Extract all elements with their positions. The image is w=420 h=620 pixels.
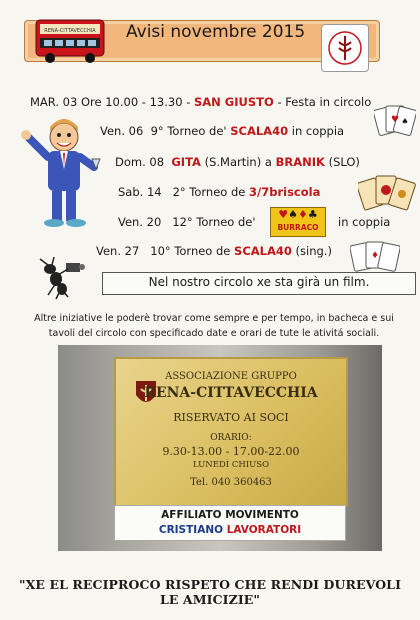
event-date: Ven. 27 <box>96 244 140 258</box>
bus-icon <box>34 16 106 64</box>
event-line-5 <box>118 215 256 229</box>
burraco-logo-text: BURRACO <box>277 223 319 232</box>
plaque-line-5: 9.30-13.00 - 17.00-22.00 <box>162 445 300 458</box>
event-date: Ven. 20 <box>118 215 162 229</box>
brass-plaque <box>114 357 348 507</box>
event-date: Sab. 14 <box>118 185 162 199</box>
affiliation-plate <box>114 505 346 541</box>
event-game: SCALA40 <box>230 124 289 138</box>
event-number: 12° <box>172 215 193 229</box>
event-date: MAR. 03 Ore 10.00 - 13.30 - <box>30 95 191 109</box>
event-gita: GITA <box>171 155 201 169</box>
event-date: Ven. 06 <box>100 124 144 138</box>
plaque-line-4: ORARIO: <box>210 433 252 443</box>
event-place: BRANIK <box>275 155 325 169</box>
event-number: 10° <box>150 244 171 258</box>
club-logo <box>321 24 369 72</box>
affiliation-word-2: LAVORATORI <box>226 524 302 536</box>
svg-text:♦: ♦ <box>370 251 380 261</box>
event-date: Dom. 08 <box>115 155 165 169</box>
event-detail: in coppia <box>291 124 345 138</box>
event-text: Torneo de <box>189 185 246 199</box>
ant-cameraman-illustration <box>28 255 88 300</box>
event-text: (S.Martin) a <box>204 155 272 169</box>
svg-text:♠: ♠ <box>401 117 409 126</box>
playing-cards-icon <box>374 102 416 142</box>
event-place: SAN GIUSTO <box>194 95 274 109</box>
event-number: 9° <box>150 124 164 138</box>
event-text: Torneo de <box>174 244 231 258</box>
affiliation-line-1: AFFILIATO MOVIMENTO <box>161 509 299 521</box>
playing-cards-icon <box>358 170 416 218</box>
event-text: Torneo de' <box>196 215 256 229</box>
cartoon-man-illustration <box>14 115 104 235</box>
event-line-6 <box>96 244 332 258</box>
affiliation-word-1: CRISTIANO <box>158 524 224 536</box>
event-text: Torneo de' <box>167 124 227 138</box>
film-announcement-box <box>102 272 416 295</box>
event-line-3 <box>115 155 360 169</box>
svg-text:♥: ♥ <box>390 115 400 125</box>
plaque-line-3: RISERVATO AI SOCI <box>173 411 289 424</box>
club-plaque-photo <box>58 345 382 551</box>
event-detail-5: in coppia <box>338 215 391 229</box>
event-line-4 <box>118 185 320 199</box>
event-game: 3/7briscola <box>249 185 321 199</box>
info-paragraph: Altre iniziative le poderè trovar come sempre e per tempo, in bacheca e sui tavoli del circolo con specificado date e orari de tute le ativitá sociali. <box>34 313 394 339</box>
bus-sign: RENA-CITTAVECCHIA <box>44 28 96 34</box>
film-announcement: Nel nostro circolo xe sta girà un film. <box>148 275 370 289</box>
card-suits-icon: ♥♠♦♣ <box>278 208 318 221</box>
plaque-line-1: ASSOCIAZIONE GRUPPO <box>165 371 297 382</box>
event-detail: - Festa in circolo <box>277 95 372 109</box>
club-emblem-icon <box>327 30 363 66</box>
event-line-2 <box>100 124 344 138</box>
event-detail: (SLO) <box>328 155 360 169</box>
event-detail: (sing.) <box>295 244 332 258</box>
burraco-logo <box>270 207 326 237</box>
motto: "XE EL RECIPROCO RISPETO CHE RENDI DUREVOLI LE AMICIZIE" <box>18 577 402 607</box>
plaque-line-6: LUNEDÌ CHIUSO <box>192 460 270 470</box>
affiliation-line-2 <box>115 524 345 536</box>
plaque-line-2: RENA-CITTAVECCHIA <box>144 385 318 401</box>
event-game: SCALA40 <box>234 244 292 258</box>
event-line-1 <box>30 95 371 109</box>
page-title: Avisi novembre 2015 <box>126 22 306 42</box>
event-number: 2° <box>172 185 186 199</box>
plaque-line-7: Tel. 040 360463 <box>190 477 272 488</box>
